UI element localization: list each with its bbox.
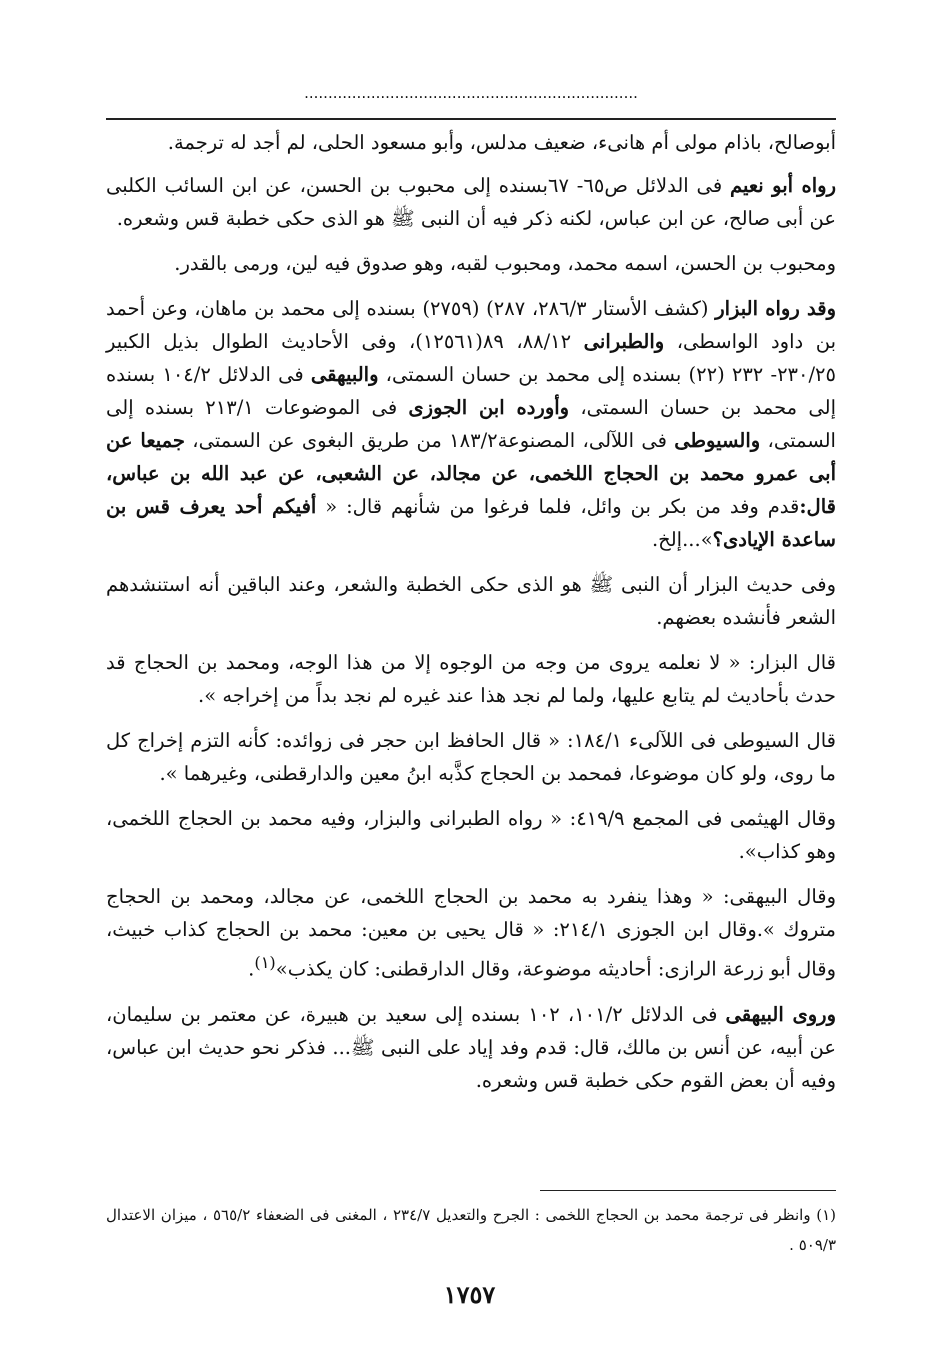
footnote-rule xyxy=(540,1190,836,1191)
footnote-reference[interactable]: (١) xyxy=(254,953,276,972)
header-dotted-line: ...................................................................... xyxy=(304,84,638,102)
text-run: وقال البيهقى: « وهذا ينفرد به محمد بن الحجاج اللخمى، عن مجالد، ومحمد بن الحجاج متروك ».وقال ابن الجوزى ٢١٤/١: « قال يحيى بن معين: محمد بن الحجاج كذاب خبيث، وقال أبو زرعة الرازى: أحاديثه موضوعة، وقال الدارقطنى: كان يكذب» xyxy=(106,885,836,981)
bold-phrase: وأورده ابن الجوزى xyxy=(408,396,570,419)
paragraph-1 xyxy=(106,169,836,235)
text-run: ٨٨/١٢، ٨٩(١٢٥٦١)، وفى الأحاديث الطوال بذيل الكبير ٢٣٠/٢٥- ٢٣٢ (٢٢) بسنده إلى محمد بن حسان السمتى، xyxy=(106,330,837,386)
text-run: فى الدلائل ص٦٥- ٦٧بسنده إلى محبوب بن الحسن، عن ابن السائب الكلبى عن أبى صالح، عن ابن عباس، لكنه ذكر فيه أن النبى ﷺ هو الذى حكى خطبة قس وشعره. xyxy=(106,174,836,230)
bold-phrase: والطبرانى xyxy=(583,330,665,353)
bold-phrase: والبيهقى xyxy=(310,363,379,386)
paragraph-3 xyxy=(106,292,836,556)
bold-phrase: والسيوطى xyxy=(674,429,761,452)
paragraph-4: وفى حديث البزار أن النبى ﷺ هو الذى حكى الخطبة والشعر، وعند الباقين أنه استنشدهم الشعر فأنشده بعضهم. xyxy=(106,573,836,629)
text-run: فى الدلائل ١٠٤/٢ بسنده إلى محمد بن حسان السمتى، xyxy=(106,363,836,419)
bold-phrase: جميعا عن أبى عمرو محمد بن الحجاج اللخمى، عن مجالد، عن الشعبى، عن عبد الله بن عباس، قال: xyxy=(106,429,836,518)
text-run: (كشف الأستار ٢٨٦/٣، ٢٨٧) (٢٧٥٩) بسنده إلى محمد بن ماهان، وعن أحمد بن داود الواسطى، xyxy=(106,297,836,353)
paragraph-8 xyxy=(106,880,836,986)
paragraph-7: وقال الهيثمى فى المجمع ٤١٩/٩: « رواه الطبرانى والبزار، وفيه محمد بن الحجاج اللخمى، وهو كذاب». xyxy=(106,807,836,863)
page-number: ١٧٥٧ xyxy=(443,1280,496,1309)
paragraph-9 xyxy=(106,998,836,1097)
text-run: . xyxy=(248,957,255,981)
header-rule xyxy=(106,118,836,120)
main-text xyxy=(106,126,836,1109)
paragraph-0: أبوصالح، باذام مولى أم هانىء، ضعيف مدلس، وأبو مسعود الحلى، لم أجد له ترجمة. xyxy=(167,131,836,154)
text-run: فى الموضوعات ٢١٣/١ بسنده إلى السمتى، xyxy=(106,396,836,452)
paragraph-2: ومحبوب بن الحسن، اسمه محمد، ومحبوب لقبه، وهو صدوق فيه لين، ورمى بالقدر. xyxy=(174,252,836,275)
text-run: فى اللآلى، المصنوعة١٨٣/٢ من طريق البغوى عن السمتى، xyxy=(184,429,675,452)
footnote: (١) وانظر فى ترجمة محمد بن الحجاج اللخمى : الجرح والتعديل ٢٣٤/٧ ، المغنى فى الضعفاء ٥٦٥/٢ ، ميزان الاعتدال ٥٠٩/٣ . xyxy=(106,1206,836,1254)
bold-phrase: رواه أبو نعيم xyxy=(730,174,837,197)
text-run: فى الدلائل ١٠١/٢، ١٠٢ بسنده إلى سعيد بن هبيرة، عن معتمر بن سليمان، عن أبيه، عن أنس بن مالك، قال: قدم وفد إياد على النبى ﷺ... فذكر نحو حديث ابن عباس، وفيه أن بعض القوم حكى خطبة قس وشعره. xyxy=(106,1002,836,1092)
text-run: قدم وفد من بكر بن وائل، فلما فرغوا من شأنهم قال: « xyxy=(316,495,800,518)
paragraph-5: قال البزار: « لا نعلمه يروى من وجه من الوجوه إلا من هذا الوجه، ومحمد بن الحجاج قد حدث بأحاديث لم يتابع عليها، ولما لم نجد هذا عند غيره لم نجد بداً من إخراجه ». xyxy=(106,651,836,707)
bold-phrase: وقد رواه البزار xyxy=(715,297,836,320)
bold-phrase: أفيكم أحد يعرف قس بن ساعدة الإيادى؟ xyxy=(106,495,836,551)
paragraph-6: قال السيوطى فى اللآلىء ١٨٤/١: « قال الحافظ ابن حجر فى زوائده: كأنه التزم إخراج كل ما روى، ولو كان موضوعا، فمحمد بن الحجاج كذَّبه ابنُ معين والدارقطنى، وغيرهما ». xyxy=(106,729,836,785)
text-run: »...إلخ. xyxy=(651,528,713,551)
bold-phrase: وروى البيهقى xyxy=(725,1002,836,1026)
